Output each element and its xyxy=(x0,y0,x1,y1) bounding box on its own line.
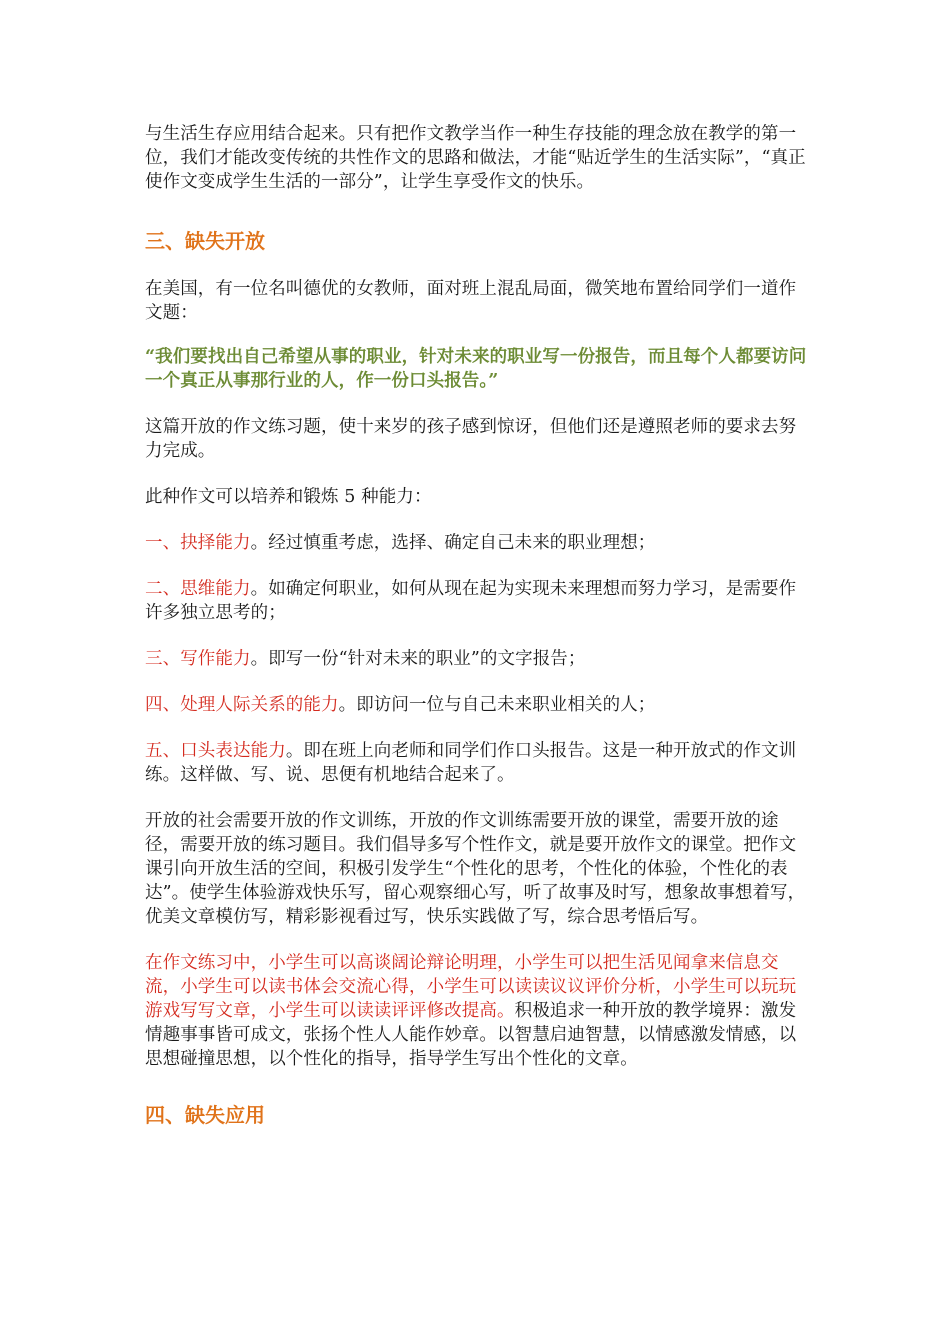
ability-text: 。经过慎重考虑，选择、确定自己未来的职业理想； xyxy=(250,533,656,553)
surprise-paragraph: 这篇开放的作文练习题，使十来岁的孩子感到惊讶，但他们还是遵照老师的要求去努力完成。 xyxy=(145,417,797,461)
open-paragraph: 开放的社会需要开放的作文训练，开放的作文训练需要开放的课堂，需要开放的途径，需要开放的练习题目。我们倡导多写个性作文，就是要开放作文的课堂。把作文课引向开放生活的空间，积极引发学生“个性化的思考，个性化的体验，个性化的表达”。使学生体验游戏快乐写，留心观察细心写，听了故事及时写，想象故事想着写，优美文章模仿写，精彩影视看过写，快乐实践做了写，综合思考悟后写。 xyxy=(145,811,806,927)
intro-paragraph: 与生活生存应用结合起来。只有把作文教学当作一种生存技能的理念放在教学的第一位，我们才能改变传统的共性作文的思路和做法，才能“贴近学生的生活实际”，“真正使作文变成学生生活的一部分”，让学生享受作文的快乐。 xyxy=(145,124,806,192)
five-abilities-intro: 此种作文可以培养和锻炼 5 种能力： xyxy=(145,487,432,507)
ability-label: 一、抉择能力 xyxy=(145,533,251,553)
quote-paragraph: “我们要找出自己希望从事的职业，针对未来的职业写一份报告，而且每个人都要访问一个真正从事那行业的人，作一份口头报告。” xyxy=(145,347,807,391)
ability-label: 二、思维能力 xyxy=(145,579,251,599)
last-paragraph-rest: 积极追求一种开放的教学境界：激发情趣事事皆可成文，张扬个性人人能作妙章。以智慧启迪智慧，以情感激发情感，以思想碰撞思想，以个性化的指导，指导学生写出个性化的文章。 xyxy=(145,1001,797,1069)
ability-label: 三、写作能力 xyxy=(145,649,251,669)
section-heading-4: 四、缺失应用 xyxy=(145,1103,265,1127)
last-paragraph-highlight: 在作文练习中，小学生可以高谈阔论辩论明理，小学生可以把生活见闻拿来信息交流，小学生可以读书体会交流心得，小学生可以读读议议评价分析，小学生可以玩玩游戏写写文章，小学生可以读读评评修改提高。 xyxy=(145,953,797,1021)
ability-text: 。如确定何职业，如何从现在起为实现未来理想而努力学习，是需要作许多独立思考的； xyxy=(145,579,797,623)
ability-item xyxy=(145,577,810,625)
ability-text: 。即在班上向老师和同学们作口头报告。这是一种开放式的作文训练。这样做、写、说、思便有机地结合起来了。 xyxy=(145,741,797,785)
ability-text: 。即写一份“针对未来的职业”的文字报告； xyxy=(250,649,586,669)
document-page xyxy=(145,122,810,1129)
ability-item xyxy=(145,531,810,555)
ability-label: 四、处理人际关系的能力 xyxy=(145,695,339,715)
ability-item xyxy=(145,647,810,671)
ability-item xyxy=(145,739,810,787)
ability-item xyxy=(145,693,810,717)
usa-paragraph: 在美国，有一位名叫德优的女教师，面对班上混乱局面，微笑地布置给同学们一道作文题： xyxy=(145,279,797,323)
section-heading-3: 三、缺失开放 xyxy=(145,229,265,253)
last-paragraph xyxy=(145,951,810,1071)
ability-text: 。即访问一位与自己未来职业相关的人； xyxy=(338,695,656,715)
ability-label: 五、口头表达能力 xyxy=(145,741,286,761)
